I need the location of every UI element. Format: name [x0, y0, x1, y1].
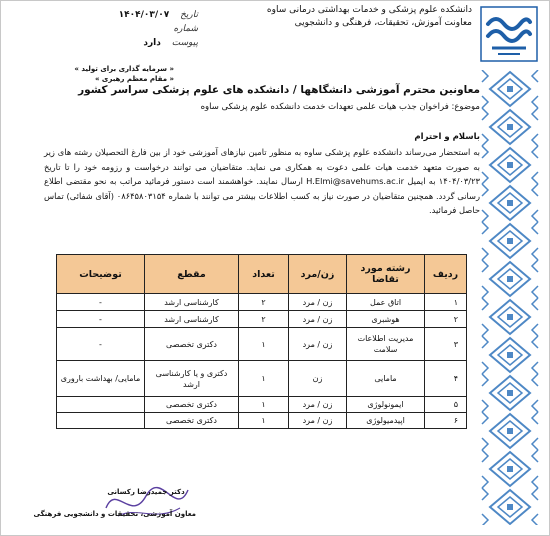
- row-number: ۳: [425, 328, 467, 361]
- table-row: [57, 328, 467, 361]
- col-header-degree: مقطع: [145, 255, 239, 294]
- degree-cell: کارشناسی ارشد: [145, 294, 239, 311]
- table-row: [57, 361, 467, 397]
- greeting: باسلام و احترام: [414, 132, 480, 142]
- signatory-title: معاون آموزشی، تحقیقات و دانشجویی فرهنگی: [33, 510, 196, 518]
- positions-table: [56, 254, 467, 429]
- date-row: [68, 8, 198, 22]
- table-row: [57, 397, 467, 413]
- table-header-row: [57, 255, 467, 294]
- col-header-field: رشته مورد تقاضا: [347, 255, 425, 294]
- notes-cell: -: [57, 294, 145, 311]
- letter-body: [44, 84, 480, 218]
- row-number: ۵: [425, 397, 467, 413]
- field-cell: مدیریت اطلاعات سلامت: [347, 328, 425, 361]
- gender-cell: زن / مرد: [289, 413, 347, 429]
- subject-line: موضوع: فراخوان جذب هیات علمی تعهدات خدمت دانشکده علوم پزشکی ساوه: [200, 102, 480, 112]
- gender-cell: زن / مرد: [289, 311, 347, 328]
- gender-cell: زن / مرد: [289, 397, 347, 413]
- col-header-gender: زن/مرد: [289, 255, 347, 294]
- col-header-count: تعداد: [239, 255, 289, 294]
- slogan-line-2: « مقام معظم رهبری »: [94, 75, 174, 83]
- notes-cell: [57, 413, 145, 429]
- degree-cell: دکتری تخصصی: [145, 413, 239, 429]
- table-row: [57, 294, 467, 311]
- signature-scribble: [33, 478, 196, 534]
- letterhead: [252, 4, 472, 30]
- university-name: دانشکده علوم پزشکی و خدمات بهداشتی درمانی ساوه: [266, 5, 472, 15]
- department-name: معاونت آموزش، تحقیقات، فرهنگی و دانشجویی: [294, 18, 472, 28]
- date-value: ۱۴۰۴/۰۳/۰۷: [118, 10, 170, 20]
- field-cell: هوشبری: [347, 311, 425, 328]
- degree-cell: دکتری تخصصی: [145, 328, 239, 361]
- signature-block: [33, 478, 196, 534]
- row-number: ۶: [425, 413, 467, 429]
- count-cell: ۲: [239, 311, 289, 328]
- attachment-label: پیوست: [171, 38, 198, 48]
- field-cell: ایمونولوژی: [347, 397, 425, 413]
- notes-cell: [57, 397, 145, 413]
- count-cell: ۱: [239, 361, 289, 397]
- notes-cell: -: [57, 328, 145, 361]
- date-label: تاریخ: [180, 10, 198, 20]
- field-cell: اپیدمیولوژی: [347, 413, 425, 429]
- body-paragraph: به استحضار می‌رساند دانشکده علوم پزشکی ساوه به منظور تامین نیازهای آموزشی خود از بین فارغ التحصیلان رشته های زیر به صورت متعهد خدمت هیات علمی دعوت به همکاری می نماید. متقاضیان می توانند درخواست و رزومه خود را تا تاریخ ۱۴۰۴/۰۳/۲۳ به ایمیل H.Elmi@savehums.ac.ir ارسال نمایند. خواهشمند است دستور فرمائید مراتب به نحو مقتضی اطلاع رسانی گردد. همچنین متقاضیان در صورت نیاز به کسب اطلاعات بیشتر می توانند با شماره ۰۸۶۴۵۸۰۳۱۵۴ (آقای شفائی) تماس حاصل فرمائید.: [44, 147, 481, 215]
- table-row: [57, 311, 467, 328]
- letter-meta: [68, 8, 198, 50]
- count-cell: ۱: [239, 328, 289, 361]
- notes-cell: مامایی/ بهداشت باروری: [57, 361, 145, 397]
- addressee: معاونین محترم آموزشی دانشگاهها / دانشکده های علوم پزشکی سراسر کشور: [78, 84, 480, 96]
- field-cell: اتاق عمل: [347, 294, 425, 311]
- field-cell: مامایی: [347, 361, 425, 397]
- row-number: ۱: [425, 294, 467, 311]
- signatory-name: دکتر جمیدرضا رکسانی: [107, 488, 185, 496]
- number-row: [68, 22, 198, 36]
- attachment-value: دارد: [143, 38, 161, 48]
- attachment-row: [68, 36, 198, 50]
- count-cell: ۱: [239, 413, 289, 429]
- col-header-notes: توضیحات: [57, 255, 145, 294]
- row-number: ۲: [425, 311, 467, 328]
- degree-cell: دکتری تخصصی: [145, 397, 239, 413]
- table-row: [57, 413, 467, 429]
- count-cell: ۱: [239, 397, 289, 413]
- notes-cell: -: [57, 311, 145, 328]
- number-label: شماره: [173, 24, 198, 34]
- gender-cell: زن / مرد: [289, 328, 347, 361]
- gender-cell: زن: [289, 361, 347, 397]
- row-number: ۴: [425, 361, 467, 397]
- degree-cell: کارشناسی ارشد: [145, 311, 239, 328]
- slogan: [44, 64, 174, 84]
- university-logo-icon: [480, 6, 538, 62]
- decorative-pattern: [480, 70, 540, 525]
- gender-cell: زن / مرد: [289, 294, 347, 311]
- col-header-row-number: ردیف: [425, 255, 467, 294]
- slogan-line-1: « سرمایه گذاری برای تولید »: [74, 65, 174, 73]
- count-cell: ۲: [239, 294, 289, 311]
- degree-cell: دکتری و یا کارشناسی ارشد: [145, 361, 239, 397]
